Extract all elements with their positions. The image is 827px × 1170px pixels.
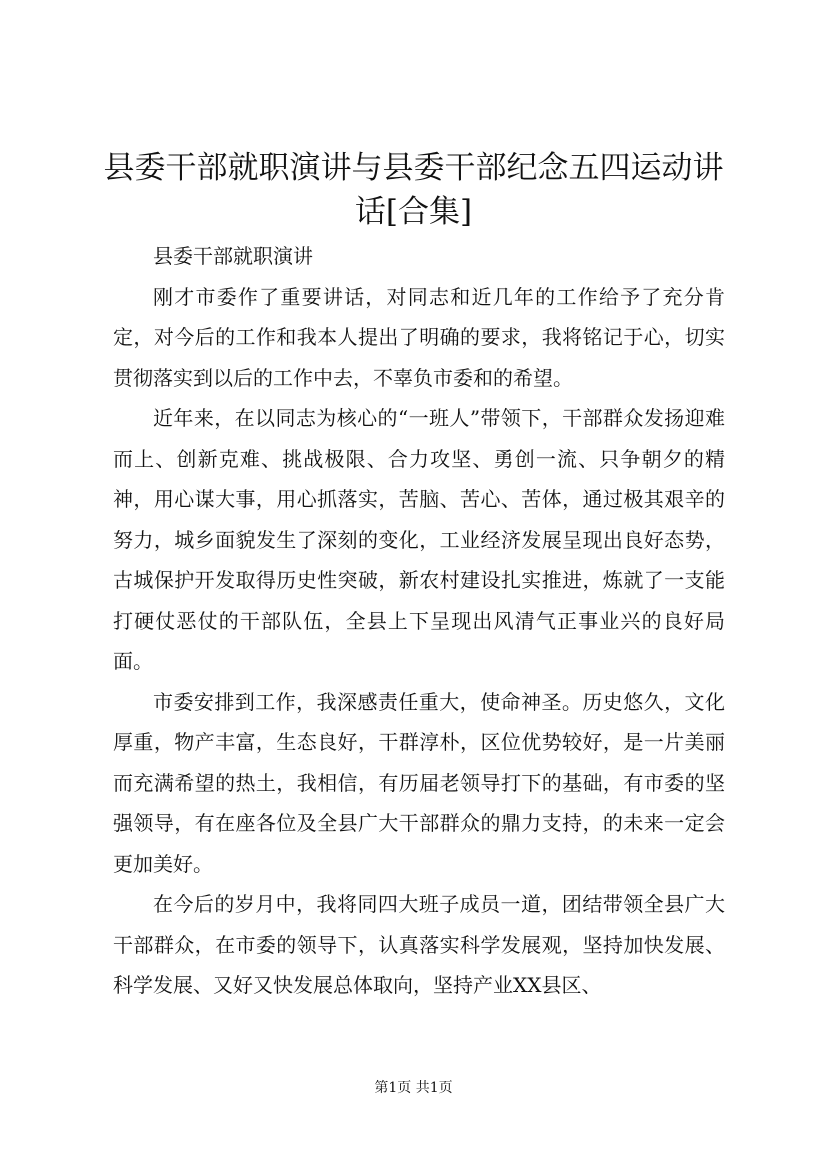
paragraph: 在今后的岁月中，我将同四大班子成员一道，团结带领全县广大干部群众，在市委的领导下，认真落实科学发展观，坚持加快发展、科学发展、又好又快发展总体取向，坚持产业XX县区、 [113,892,725,997]
page-number-footer: 第1页 共1页 [374,1080,453,1096]
paragraph: 刚才市委作了重要讲话，对同志和近几年的工作给予了充分肯定，对今后的工作和我本人提出了明确的要求，我将铭记于心，切实贯彻落实到以后的工作中去，不辜负市委和的希望。 [113,284,725,390]
section-heading: 县委干部就职演讲 [153,244,313,268]
paragraph: 近年来，在以同志为核心的“一班人”带领下，干部群众发扬迎难而上、创新克难、挑战极限、合力攻坚、勇创一流、只争朝夕的精神，用心谋大事，用心抓落实，苦脑、苦心、苦体，通过极其艰辛的努力，城乡面貌发生了深刻的变化，工业经济发展呈现出良好态势，古城保护开发取得历史性突破，新农村建设扎实推进，炼就了一支能打硬仗恶仗的干部队伍，全县上下呈现出风清气正事业兴的良好局面。 [113,406,725,673]
paragraph: 市委安排到工作，我深感责任重大，使命神圣。历史悠久，文化厚重，物产丰富，生态良好，干群淳朴，区位优势较好，是一片美丽而充满希望的热土，我相信，有历届老领导打下的基础，有市委的坚强领导，有在座各位及全县广大干部群众的鼎力支持，的未来一定会更加美好。 [113,689,725,876]
document-title: 县委干部就职演讲与县委干部纪念五四运动讲话[合集] [103,150,724,230]
document-body [113,236,725,1006]
